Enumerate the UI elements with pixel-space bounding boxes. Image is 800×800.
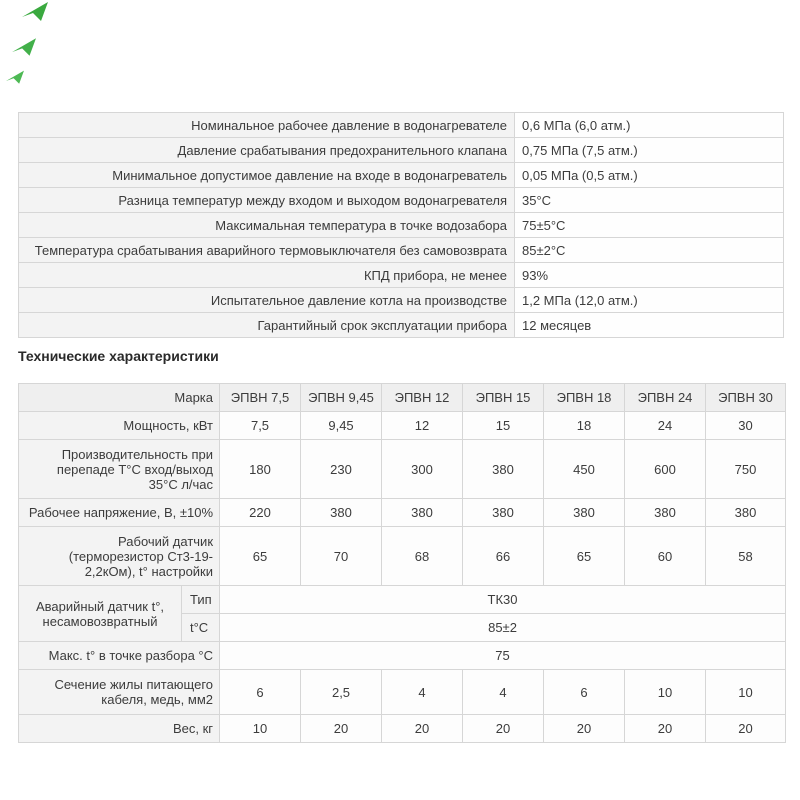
cell-value: 9,45 [301, 412, 382, 440]
model-name: ЭПВН 15 [463, 384, 544, 412]
cell-value: 380 [463, 440, 544, 499]
model-name: ЭПВН 18 [544, 384, 625, 412]
cell-value: 60 [625, 527, 706, 586]
row-label: Рабочий датчик (терморезистор Ст3-19-2,2кОм), t° настройки [19, 527, 220, 586]
models-header-label: Марка [19, 384, 220, 412]
cell-value: 2,5 [301, 670, 382, 715]
cell-value: 20 [301, 715, 382, 743]
spec-value: 93% [515, 263, 784, 288]
row-label: Вес, кг [19, 715, 220, 743]
row-label: Рабочее напряжение, В, ±10% [19, 499, 220, 527]
table-row-voltage [19, 499, 786, 527]
cell-value: 20 [463, 715, 544, 743]
table-row-sensor [19, 527, 786, 586]
cell-value: 380 [544, 499, 625, 527]
spec-value: 0,6 МПа (6,0 атм.) [515, 113, 784, 138]
cell-value: 380 [625, 499, 706, 527]
cell-value: 20 [382, 715, 463, 743]
table-row-header [19, 384, 786, 412]
models-table [18, 383, 786, 743]
cell-value: 600 [625, 440, 706, 499]
cell-value: 85±2 [220, 614, 786, 642]
table-row [19, 313, 784, 338]
model-name: ЭПВН 7,5 [220, 384, 301, 412]
cell-value: 20 [544, 715, 625, 743]
cell-value: 4 [382, 670, 463, 715]
spec-value: 35°С [515, 188, 784, 213]
table-row [19, 213, 784, 238]
cell-value: 380 [301, 499, 382, 527]
cell-value: 68 [382, 527, 463, 586]
sub-row-label: t°С [182, 614, 220, 642]
spec-label: Минимальное допустимое давление на входе в водонагреватель [19, 163, 515, 188]
cell-value: 180 [220, 440, 301, 499]
spec-label: Гарантийный срок эксплуатации прибора [19, 313, 515, 338]
spec-value: 0,75 МПа (7,5 атм.) [515, 138, 784, 163]
table-row-capacity [19, 440, 786, 499]
cell-value: 20 [625, 715, 706, 743]
spec-label: Температура срабатывания аварийного термовыключателя без самовозврата [19, 238, 515, 263]
cell-value: 30 [706, 412, 786, 440]
spec-label: Давление срабатывания предохранительного клапана [19, 138, 515, 163]
model-name: ЭПВН 9,45 [301, 384, 382, 412]
table-row-emergency-type [19, 586, 786, 614]
cell-value: 7,5 [220, 412, 301, 440]
cell-value: 10 [706, 670, 786, 715]
spec-value: 12 месяцев [515, 313, 784, 338]
cell-value: ТК30 [220, 586, 786, 614]
spec-label: Разница температур между входом и выходом водонагревателя [19, 188, 515, 213]
cell-value: 300 [382, 440, 463, 499]
cell-value: 15 [463, 412, 544, 440]
cell-value: 6 [220, 670, 301, 715]
table-row-cable [19, 670, 786, 715]
table-row [19, 288, 784, 313]
table-row [19, 163, 784, 188]
cell-value: 6 [544, 670, 625, 715]
sub-row-label: Тип [182, 586, 220, 614]
spec-label: Номинальное рабочее давление в водонагревателе [19, 113, 515, 138]
cell-value: 65 [544, 527, 625, 586]
cell-value: 750 [706, 440, 786, 499]
table-row [19, 263, 784, 288]
spec-value: 1,2 МПа (12,0 атм.) [515, 288, 784, 313]
cell-value: 75 [220, 642, 786, 670]
cell-value: 20 [706, 715, 786, 743]
cell-value: 380 [706, 499, 786, 527]
table-row [19, 188, 784, 213]
spec-label: Максимальная температура в точке водозабора [19, 213, 515, 238]
row-label: Макс. t° в точке разбора °С [19, 642, 220, 670]
green-marker-icon [6, 70, 24, 90]
cell-value: 70 [301, 527, 382, 586]
row-label: Мощность, кВт [19, 412, 220, 440]
cell-value: 66 [463, 527, 544, 586]
section-title: Технические характеристики [18, 348, 219, 364]
cell-value: 10 [625, 670, 706, 715]
row-label: Аварийный датчик t°, несамовозвратный [19, 586, 182, 642]
row-label: Сечение жилы питающего кабеля, медь, мм2 [19, 670, 220, 715]
cell-value: 380 [382, 499, 463, 527]
table-row-weight [19, 715, 786, 743]
cell-value: 450 [544, 440, 625, 499]
spec-value: 0,05 МПа (0,5 атм.) [515, 163, 784, 188]
cell-value: 220 [220, 499, 301, 527]
model-name: ЭПВН 24 [625, 384, 706, 412]
cell-value: 380 [463, 499, 544, 527]
table-row [19, 138, 784, 163]
spec-label: КПД прибора, не менее [19, 263, 515, 288]
spec-label: Испытательное давление котла на производстве [19, 288, 515, 313]
cell-value: 65 [220, 527, 301, 586]
model-name: ЭПВН 12 [382, 384, 463, 412]
model-name: ЭПВН 30 [706, 384, 786, 412]
cell-value: 230 [301, 440, 382, 499]
spec-value: 75±5°С [515, 213, 784, 238]
cell-value: 10 [220, 715, 301, 743]
specs-table [18, 112, 784, 338]
green-marker-icon [12, 38, 36, 62]
spec-value: 85±2°С [515, 238, 784, 263]
cell-value: 4 [463, 670, 544, 715]
table-row-max-temp [19, 642, 786, 670]
table-row [19, 113, 784, 138]
table-row [19, 238, 784, 263]
cell-value: 18 [544, 412, 625, 440]
cell-value: 24 [625, 412, 706, 440]
cell-value: 58 [706, 527, 786, 586]
table-row-power [19, 412, 786, 440]
green-marker-icon [22, 2, 48, 27]
row-label: Производительность при перепаде Т°С вход/выход 35°С л/час [19, 440, 220, 499]
cell-value: 12 [382, 412, 463, 440]
